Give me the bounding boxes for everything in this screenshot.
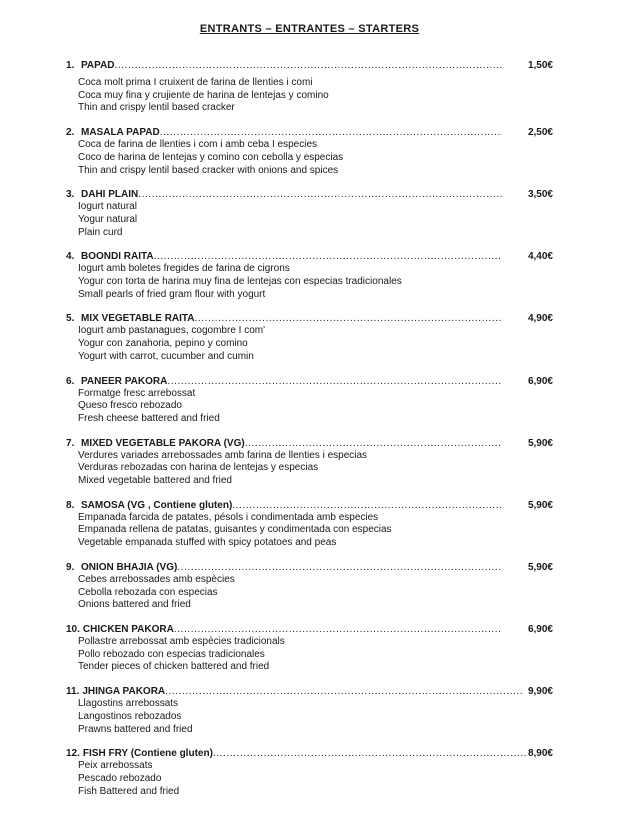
item-description: Coca muy fina y crujiente de harina de lentejas y comino	[78, 89, 329, 101]
item-description: Cebes arrebossades amb espècies	[78, 573, 235, 585]
menu-item-header	[66, 623, 553, 636]
dot-leader	[167, 375, 502, 388]
item-number: 5.	[66, 313, 75, 325]
item-price: 5,90€	[527, 437, 553, 449]
item-description: Mixed vegetable battered and fried	[78, 475, 232, 487]
dot-leader	[232, 499, 502, 512]
item-description: Llagostins arrebossats	[78, 698, 179, 710]
dot-leader	[138, 188, 502, 201]
dot-leader	[195, 312, 502, 325]
menu-item	[66, 312, 553, 363]
item-description: Fish Battered and fried	[78, 785, 180, 797]
item-price: 5,90€	[527, 561, 553, 573]
item-description: Onions battered and fried	[78, 599, 191, 611]
dot-leader	[177, 561, 502, 574]
item-price: 6,90€	[527, 375, 553, 387]
menu-item	[66, 499, 553, 550]
item-number: 12.	[66, 748, 80, 760]
item-number: 11.	[66, 686, 80, 698]
item-name: ONION BHAJIA (VG)	[81, 561, 178, 573]
item-price: 4,40€	[527, 251, 553, 263]
dot-leader	[160, 126, 502, 139]
item-description: Yogur natural	[78, 213, 138, 225]
item-price: 6,90€	[527, 623, 553, 635]
item-descriptions	[78, 201, 553, 239]
item-number: 10.	[66, 623, 80, 635]
item-description: Prawns battered and fried	[78, 723, 193, 735]
item-price: 4,90€	[527, 313, 553, 325]
item-price: 9,90€	[527, 686, 553, 698]
item-number: 4.	[66, 251, 75, 263]
menu-list	[66, 59, 553, 798]
dot-leader	[154, 250, 502, 263]
item-description: Langostinos rebozados	[78, 710, 182, 722]
item-price: 3,50€	[527, 189, 553, 201]
item-description: Queso fresco rebozado	[78, 400, 182, 412]
item-descriptions	[78, 325, 553, 363]
dot-leader	[174, 623, 502, 636]
menu-item	[66, 59, 553, 115]
menu-item-header	[66, 437, 553, 450]
item-description: Empanada rellena de patatas, guisantes y condimentada con especias	[78, 524, 392, 536]
page-title: ENTRANTS – ENTRANTES – STARTERS	[199, 23, 420, 35]
item-description: Coca molt prima I cruixent de farina de llenties i comi	[78, 77, 313, 88]
item-name: SAMOSA (VG , Contiene gluten)	[81, 499, 233, 511]
menu-item-header	[66, 59, 553, 72]
item-description: Coca de farina de llenties i com i amb ceba I especies	[78, 139, 318, 151]
item-price: 1,50€	[527, 60, 553, 71]
item-description: Thin and crispy lentil based cracker with onions and spices	[78, 164, 339, 176]
menu-item	[66, 437, 553, 488]
item-description: Yogurt with carrot, cucumber and cumin	[78, 350, 254, 362]
menu-item	[66, 188, 553, 239]
item-name: MIXED VEGETABLE PAKORA (VG)	[81, 437, 245, 449]
item-price: 2,50€	[527, 127, 553, 139]
menu-item-header	[66, 312, 553, 325]
item-name: BOONDI RAITA	[81, 251, 154, 263]
item-name: FISH FRY (Contiene gluten)	[82, 748, 213, 760]
item-descriptions	[78, 512, 553, 550]
item-number: 6.	[66, 375, 75, 387]
item-description: Plain curd	[78, 226, 123, 238]
item-descriptions	[78, 574, 553, 612]
dot-leader	[245, 437, 502, 450]
item-descriptions	[78, 77, 553, 115]
item-name: PANEER PAKORA	[81, 375, 168, 387]
item-descriptions	[78, 450, 553, 488]
item-description: Fresh cheese battered and fried	[78, 412, 220, 424]
item-number: 3.	[66, 189, 75, 201]
item-descriptions	[78, 698, 553, 736]
item-description: Cebolla rebozada con especias	[78, 586, 218, 598]
item-description: Verduras rebozadas con harina de lentejas y especias	[78, 462, 319, 474]
item-description: Iogurt amb boletes fregides de farina de cigrons	[78, 263, 290, 275]
item-description: Pollo rebozado con especias tradicionales	[78, 648, 265, 660]
item-description: Pescado rebozado	[78, 772, 162, 784]
item-description: Formatge fresc arrebossat	[78, 387, 196, 399]
menu-item-header	[66, 499, 553, 512]
item-descriptions	[78, 760, 553, 798]
item-description: Small pearls of fried gram flour with yogurt	[78, 288, 266, 300]
item-number: 7.	[66, 437, 75, 449]
menu-item	[66, 747, 553, 798]
menu-item-header	[66, 561, 553, 574]
item-description: Thin and crispy lentil based cracker	[78, 102, 235, 114]
item-description: Peix arrebossats	[78, 760, 153, 772]
item-name: DAHI PLAIN	[81, 189, 139, 201]
item-description: Pollastre arrebossat amb espècies tradicionals	[78, 635, 285, 647]
item-description: Vegetable empanada stuffed with spicy potatoes and peas	[78, 537, 337, 549]
menu-item	[66, 250, 553, 301]
item-number: 2.	[66, 127, 75, 139]
item-descriptions	[78, 636, 553, 674]
menu-item-header	[66, 250, 553, 263]
menu-item	[66, 561, 553, 612]
item-name: PAPAD	[81, 60, 115, 71]
item-descriptions	[78, 388, 553, 426]
item-number: 8.	[66, 499, 75, 511]
item-price: 8,90€	[527, 748, 553, 760]
menu-item	[66, 126, 553, 177]
item-description: Iogurt amb pastanagues, cogombre I com'	[78, 325, 266, 337]
menu-item-header	[66, 747, 553, 760]
item-description: Empanada farcida de patates, pésols i condimentada amb especies	[78, 511, 379, 523]
item-descriptions	[78, 139, 553, 177]
item-description: Iogurt natural	[78, 201, 137, 213]
item-price: 5,90€	[527, 499, 553, 511]
menu-item-header	[66, 375, 553, 388]
dot-leader	[165, 685, 522, 698]
menu-item-header	[66, 188, 553, 201]
menu-item-header	[66, 126, 553, 139]
item-name: CHICKEN PAKORA	[82, 623, 174, 635]
menu-item	[66, 623, 553, 674]
menu-item	[66, 685, 553, 736]
menu-item	[66, 375, 553, 426]
item-description: Tender pieces of chicken battered and fried	[78, 661, 270, 673]
item-number: 9.	[66, 561, 75, 573]
item-description: Yogur con torta de harina muy fina de lentejas con especias tradicionales	[78, 276, 402, 288]
item-name: MASALA PAPAD	[81, 127, 160, 139]
menu-item-header	[66, 685, 553, 698]
item-name: MIX VEGETABLE RAITA	[81, 313, 195, 325]
item-descriptions	[78, 263, 553, 301]
item-name: JHINGA PAKORA	[82, 686, 166, 698]
dot-leader	[115, 59, 502, 72]
item-description: Verdures variades arrebossades amb farina de llenties i especias	[78, 449, 368, 461]
item-description: Coco de harina de lentejas y comino con cebolla y especias	[78, 151, 344, 163]
item-description: Yogur con zanahoria, pepino y comino	[78, 338, 248, 350]
item-number: 1.	[66, 60, 75, 71]
dot-leader	[213, 747, 526, 760]
